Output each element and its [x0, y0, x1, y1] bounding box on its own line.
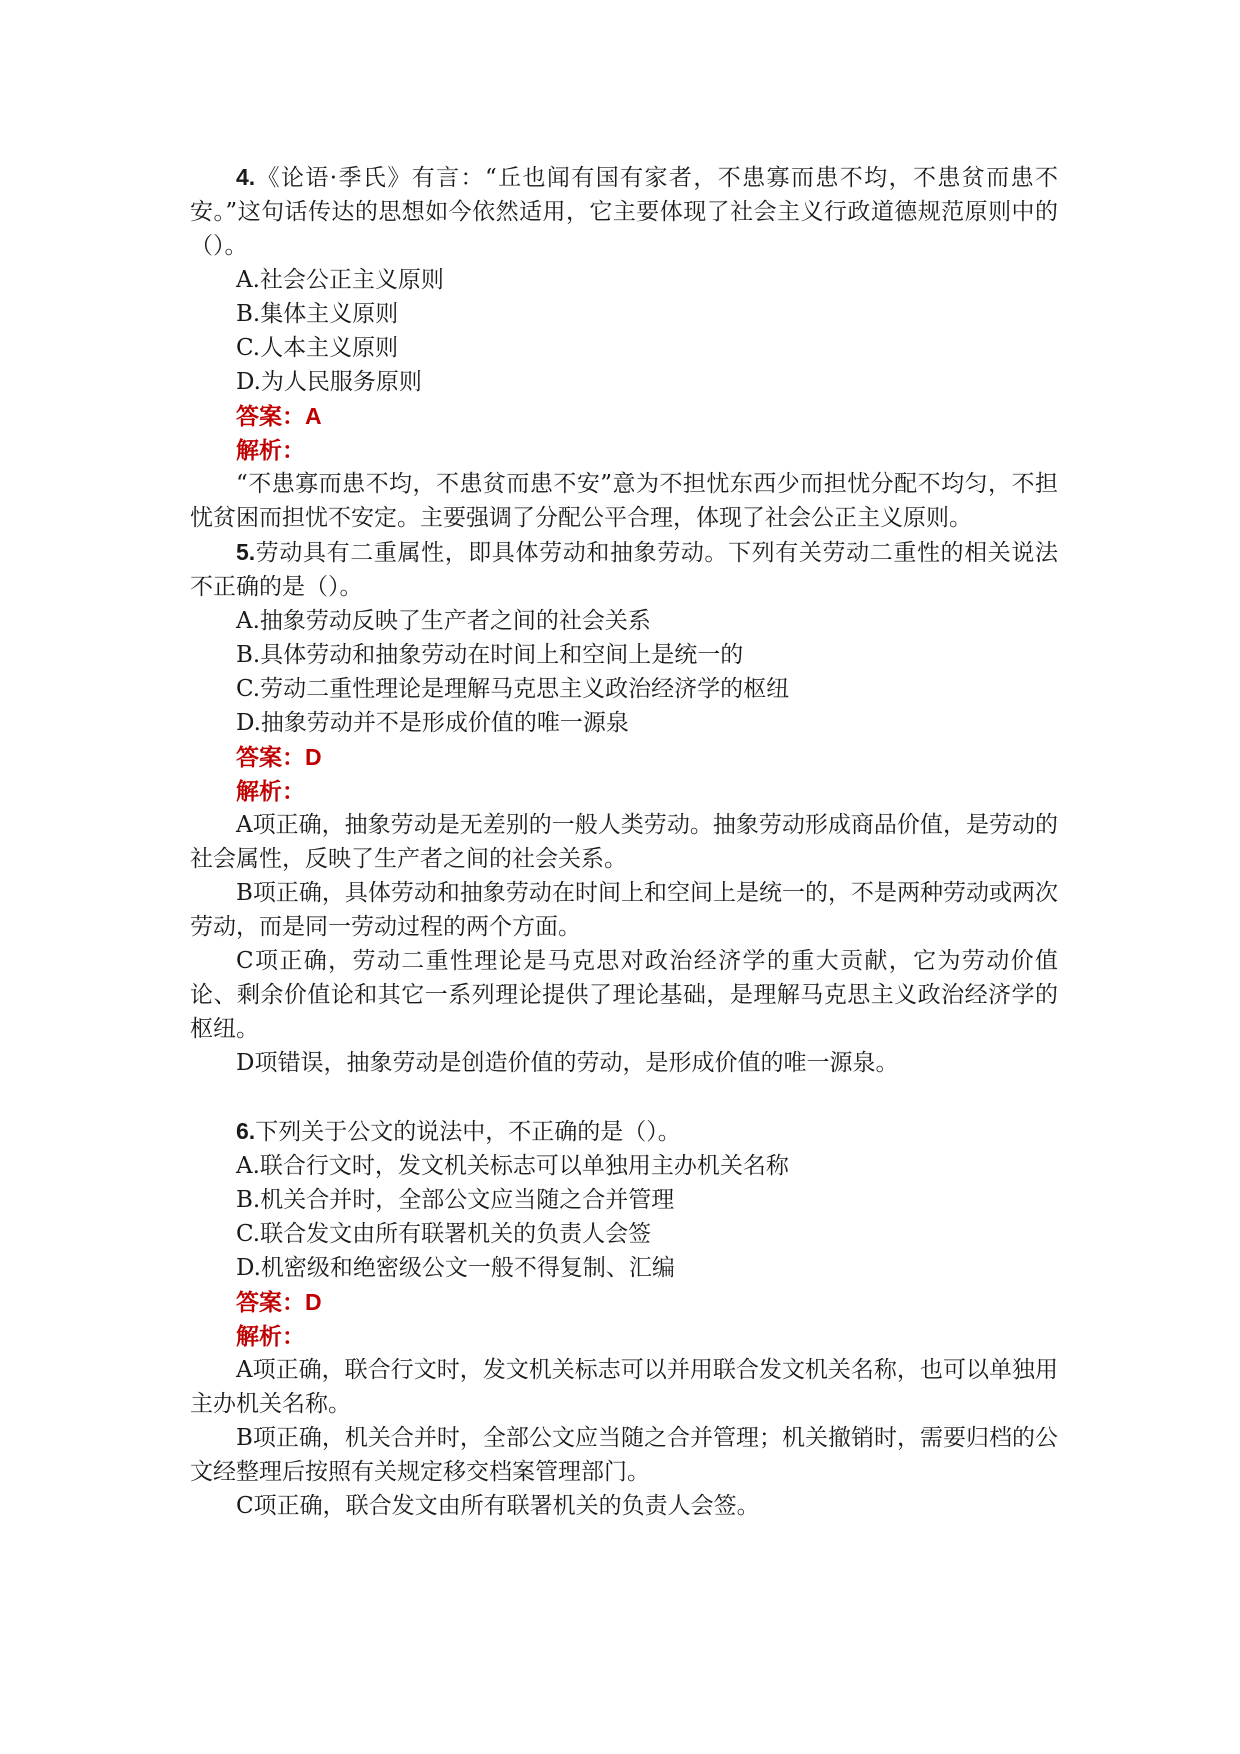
answer-label: 答案：D — [236, 744, 322, 770]
analysis-paragraph: B项正确，具体劳动和抽象劳动在时间上和空间上是统一的，不是两种劳动或两次劳动，而是同一劳动过程的两个方面。 — [190, 880, 1058, 940]
analysis-paragraph: A项正确，抽象劳动是无差别的一般人类劳动。抽象劳动形成商品价值，是劳动的社会属性，反映了生产者之间的社会关系。 — [190, 812, 1058, 872]
answer-label: 答案：A — [236, 403, 322, 429]
document-page — [190, 160, 1058, 1523]
question-text: 《论语·季氏》有言：“丘也闻有国有家者，不患寡而患不均，不患贫而患不安。”这句话传达的思想如今依然适用，它主要体现了社会主义行政道德规范原则中的（）。 — [190, 165, 1058, 259]
question-6 — [190, 1114, 1058, 1523]
option-a: A.社会公正主义原则 — [236, 267, 444, 293]
analysis-title: 解析： — [236, 778, 305, 804]
question-5 — [190, 535, 1058, 1080]
question-stem — [190, 535, 1058, 604]
question-stem — [190, 1114, 1058, 1149]
option-a: A.联合行文时，发文机关标志可以单独用主办机关名称 — [236, 1153, 789, 1179]
option-c: C.人本主义原则 — [236, 335, 399, 361]
section-spacer — [190, 1080, 1058, 1114]
option-a: A.抽象劳动反映了生产者之间的社会关系 — [236, 608, 651, 634]
option-c: C.劳动二重性理论是理解马克思主义政治经济学的枢纽 — [236, 676, 790, 702]
analysis-paragraph: “不患寡而患不均，不患贫而患不安”意为不担忧东西少而担忧分配不均匀，不担忧贫困而担忧不安定。主要强调了分配公平合理，体现了社会公正主义原则。 — [190, 471, 1058, 531]
question-number: 6. — [236, 1118, 256, 1144]
answer-label: 答案：D — [236, 1289, 322, 1315]
analysis-title: 解析： — [236, 1323, 305, 1349]
option-b: B.机关合并时，全部公文应当随之合并管理 — [236, 1187, 675, 1213]
analysis-paragraph: C项正确，劳动二重性理论是马克思对政治经济学的重大贡献，它为劳动价值论、剩余价值论和其它一系列理论提供了理论基础，是理解马克思主义政治经济学的枢纽。 — [190, 948, 1058, 1042]
option-c: C.联合发文由所有联署机关的负责人会签 — [236, 1221, 652, 1247]
option-d: D.为人民服务原则 — [236, 369, 422, 395]
question-text: 劳动具有二重属性，即具体劳动和抽象劳动。下列有关劳动二重性的相关说法不正确的是（）。 — [190, 540, 1058, 600]
question-number: 5. — [236, 539, 256, 565]
analysis-title: 解析： — [236, 437, 305, 463]
option-b: B.具体劳动和抽象劳动在时间上和空间上是统一的 — [236, 642, 744, 668]
option-b: B.集体主义原则 — [236, 301, 399, 327]
question-number: 4. — [236, 164, 256, 190]
analysis-paragraph: D项错误，抽象劳动是创造价值的劳动，是形成价值的唯一源泉。 — [236, 1050, 899, 1076]
analysis-paragraph: B项正确，机关合并时，全部公文应当随之合并管理；机关撤销时，需要归档的公文经整理后按照有关规定移交档案管理部门。 — [190, 1425, 1058, 1485]
option-d: D.抽象劳动并不是形成价值的唯一源泉 — [236, 710, 629, 736]
question-stem — [190, 160, 1058, 263]
question-4 — [190, 160, 1058, 535]
question-text: 下列关于公文的说法中，不正确的是（）。 — [255, 1119, 681, 1145]
analysis-paragraph: A项正确，联合行文时，发文机关标志可以并用联合发文机关名称，也可以单独用主办机关名称。 — [190, 1357, 1058, 1417]
analysis-paragraph: C项正确，联合发文由所有联署机关的负责人会签。 — [236, 1493, 760, 1519]
option-d: D.机密级和绝密级公文一般不得复制、汇编 — [236, 1255, 675, 1281]
